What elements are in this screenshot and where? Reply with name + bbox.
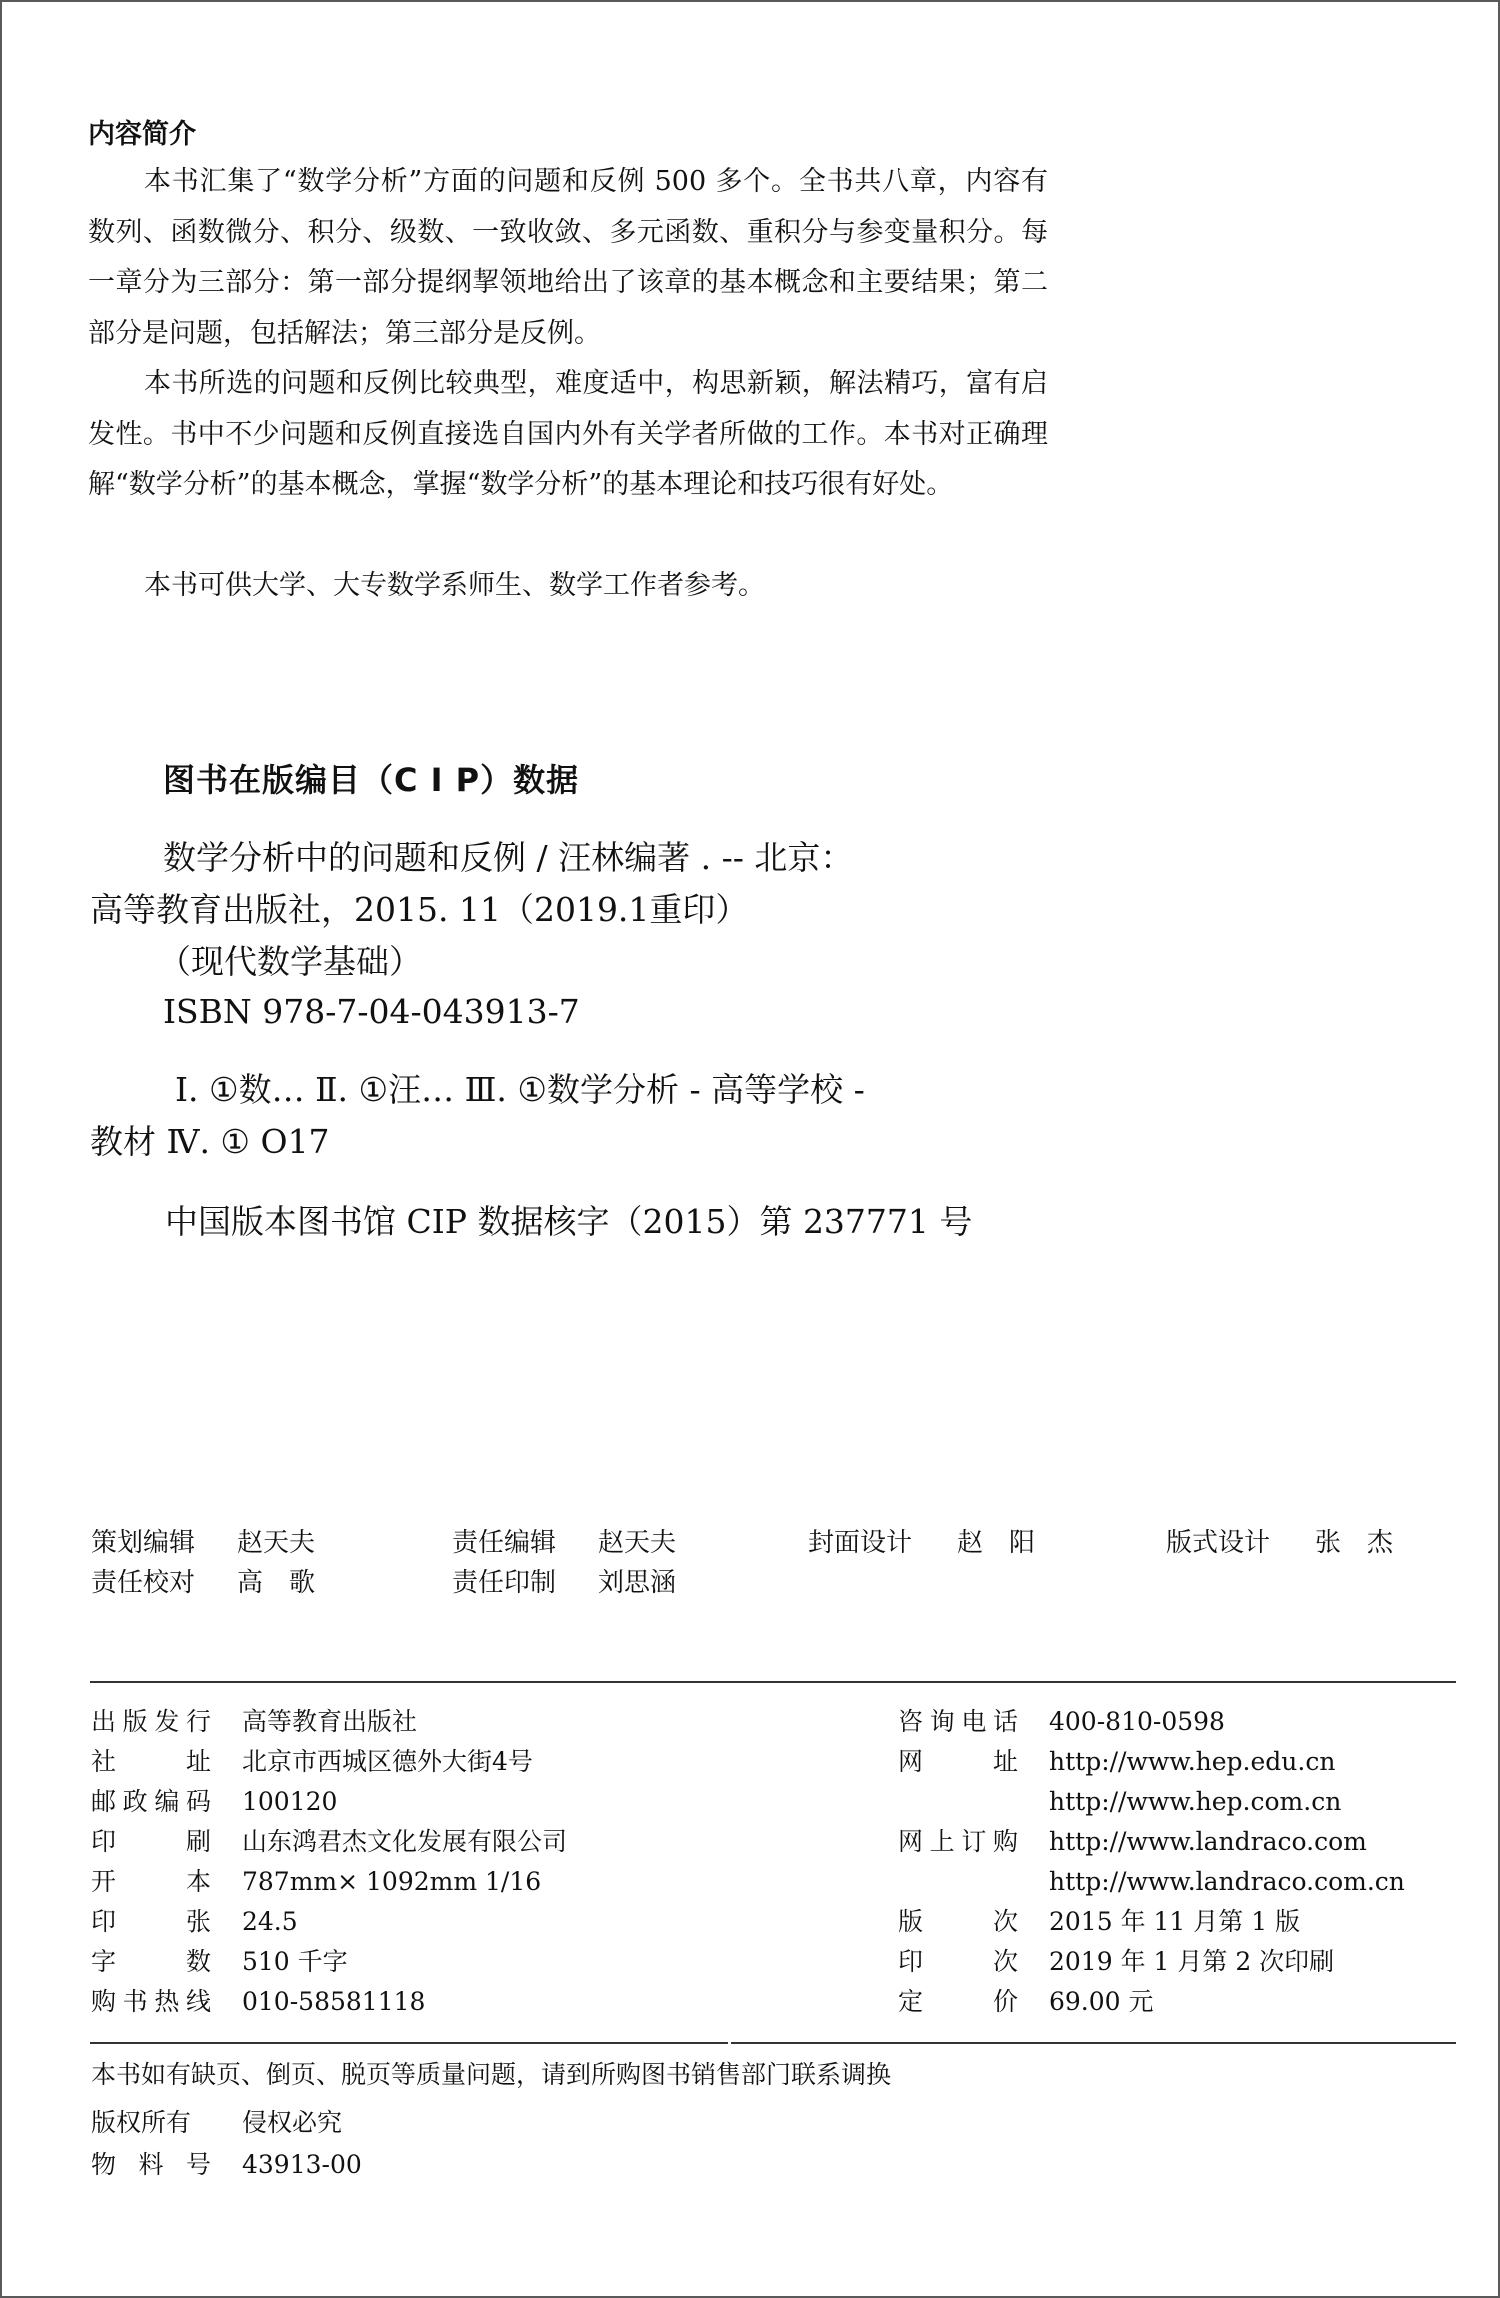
cip-heading: 图书在版编目（C I P）数据 — [163, 761, 580, 799]
info-value: 100120 — [242, 1787, 338, 1816]
credit-responsible-editor — [452, 1528, 677, 1558]
order-link[interactable]: http://www.landraco.com.cn — [1049, 1867, 1405, 1896]
credit-label: 封面设计 — [808, 1528, 913, 1558]
copyright-label: 版权所有 — [91, 2108, 192, 2137]
top-divider-rule — [90, 1681, 1456, 1683]
credit-name: 赵天夫 — [237, 1528, 316, 1558]
material-value: 43913-00 — [242, 2150, 362, 2179]
info-value: 400-810-0598 — [1049, 1707, 1225, 1736]
info-label: 印张 — [91, 1907, 211, 1936]
credit-name: 赵 阳 — [957, 1528, 1036, 1558]
info-label: 邮政编码 — [91, 1787, 211, 1816]
info-label: 印刷 — [91, 1827, 211, 1856]
cip-publisher-line: 高等教育出版社，2015. 11（2019.1重印） — [90, 890, 749, 929]
credit-planning-editor — [91, 1528, 316, 1558]
cip-series-line: （现代数学基础） — [158, 942, 422, 981]
info-value: 北京市西城区德外大街4号 — [242, 1747, 533, 1776]
cip-record-number: 中国版本图书馆 CIP 数据核字（2015）第 237771 号 — [165, 1202, 973, 1241]
info-label: 字数 — [91, 1947, 211, 1976]
info-value: 69.00 元 — [1049, 1987, 1154, 2016]
website-link[interactable]: http://www.hep.com.cn — [1049, 1787, 1342, 1816]
credit-layout-design — [1166, 1528, 1394, 1558]
info-label: 购书热线 — [91, 1987, 211, 2016]
info-value: 24.5 — [242, 1907, 298, 1936]
credit-name: 高 歌 — [237, 1568, 316, 1598]
intro-paragraph-1: 本书汇集了“数学分析”方面的问题和反例 500 多个。全书共八章，内容有数列、函数微分、积分、级数、一致收敛、多元函数、重积分与参变量积分。每一章分为三部分：第一部分提纲挈领地给出了该章的基本概念和主要结果；第二部分是问题，包括解法；第三部分是反例。 — [88, 166, 1048, 349]
info-label: 开本 — [91, 1867, 211, 1896]
info-value: 高等教育出版社 — [242, 1707, 418, 1736]
intro-paragraph-3: 本书可供大学、大专数学系师生、数学工作者参考。 — [144, 570, 765, 601]
info-label: 版次 — [898, 1907, 1018, 1936]
credit-label: 责任校对 — [91, 1568, 196, 1598]
quality-notice: 本书如有缺页、倒页、脱页等质量问题，请到所购图书销售部门联系调换 — [91, 2060, 892, 2089]
website-link[interactable]: http://www.hep.edu.cn — [1049, 1747, 1336, 1776]
order-link[interactable]: http://www.landraco.com — [1049, 1827, 1367, 1856]
info-value: 010-58581118 — [242, 1987, 426, 2016]
cip-classification-line: 教材 Ⅳ. ① O17 — [90, 1122, 330, 1161]
bottom-divider-rule-right — [731, 2042, 1456, 2044]
info-value: 2015 年 11 月第 1 版 — [1049, 1907, 1301, 1936]
cip-isbn-line: ISBN 978-7-04-043913-7 — [163, 992, 580, 1031]
cip-title-line: 数学分析中的问题和反例 / 汪林编著 . -- 北京： — [163, 838, 854, 877]
info-value: 510 千字 — [242, 1947, 348, 1976]
credit-label: 责任印制 — [452, 1568, 557, 1598]
info-label: 咨询电话 — [898, 1707, 1018, 1736]
info-label: 定价 — [898, 1987, 1018, 2016]
copyright-row — [91, 2108, 343, 2137]
intro-heading: 内容简介 — [88, 119, 196, 150]
bottom-divider-rule-left — [90, 2042, 728, 2044]
info-value: 山东鸿君杰文化发展有限公司 — [242, 1827, 568, 1856]
credit-name: 赵天夫 — [598, 1528, 677, 1558]
credit-print-supervisor — [452, 1568, 677, 1598]
info-value: 2019 年 1 月第 2 次印刷 — [1049, 1947, 1335, 1976]
info-label: 出版发行 — [91, 1707, 211, 1736]
info-label: 网址 — [898, 1747, 1018, 1776]
credit-name: 刘思涵 — [598, 1568, 677, 1598]
info-label: 社址 — [91, 1747, 211, 1776]
credit-label: 责任编辑 — [452, 1528, 557, 1558]
info-label: 印次 — [898, 1947, 1018, 1976]
credit-label: 策划编辑 — [91, 1528, 196, 1558]
info-value: 787mm× 1092mm 1/16 — [242, 1867, 542, 1896]
material-number-row — [91, 2150, 362, 2179]
credit-proofreader — [91, 1568, 316, 1598]
info-label: 网上订购 — [898, 1827, 1018, 1856]
cip-subject-line: Ⅰ. ①数… Ⅱ. ①汪… Ⅲ. ①数学分析 - 高等学校 - — [175, 1070, 865, 1109]
credit-name: 张 杰 — [1315, 1528, 1394, 1558]
material-label: 物料号 — [91, 2150, 211, 2179]
credit-cover-design — [808, 1528, 1036, 1558]
copyright-value: 侵权必究 — [242, 2108, 343, 2137]
intro-paragraph-2: 本书所选的问题和反例比较典型，难度适中，构思新颖，解法精巧，富有启发性。书中不少问题和反例直接选自国内外有关学者所做的工作。本书对正确理解“数学分析”的基本概念，掌握“数学分析”的基本理论和技巧很有好处。 — [88, 368, 1048, 500]
credit-label: 版式设计 — [1166, 1528, 1271, 1558]
